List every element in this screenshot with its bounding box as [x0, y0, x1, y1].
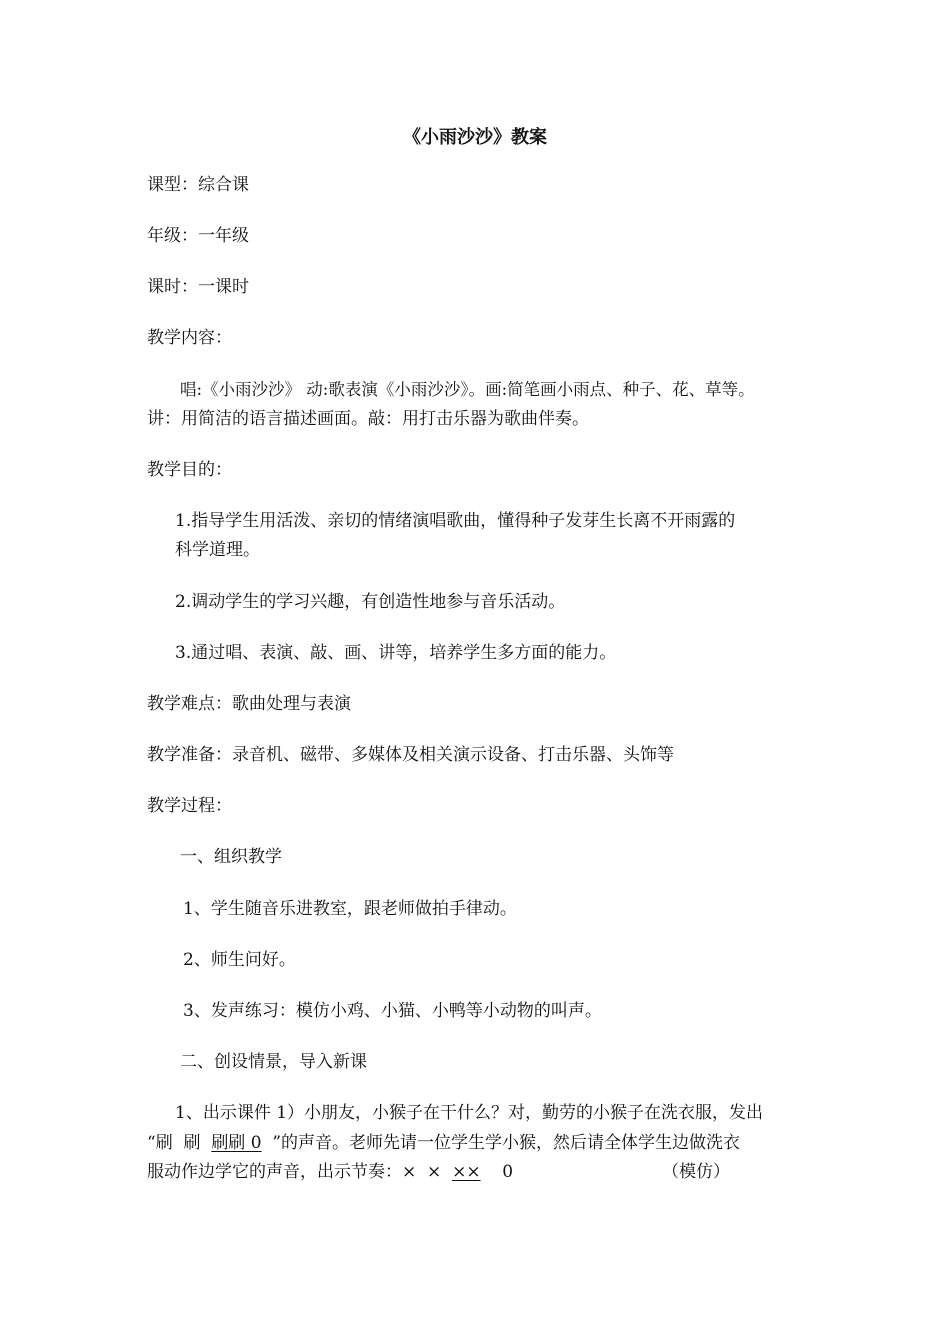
period: 课时：一课时	[147, 277, 249, 297]
intro-line-2	[147, 1131, 740, 1155]
section-1-heading: 一、组织教学	[180, 847, 282, 867]
step-3: 3、发声练习：模仿小鸡、小猫、小鸭等小动物的叫声。	[183, 1001, 602, 1021]
content-line-1: 唱:《小雨沙沙》 动:歌表演《小雨沙沙》。画:简笔画小雨点、种子、花、草等。	[180, 380, 755, 399]
rhythm-eighth-notes: ××	[452, 1162, 481, 1182]
content-heading: 教学内容：	[147, 328, 232, 348]
grade: 年级：一年级	[147, 226, 249, 246]
section-2-heading: 二、创设情景，导入新课	[180, 1052, 367, 1072]
goal-2: 2.调动学生的学习兴趣，有创造性地参与音乐活动。	[175, 592, 566, 612]
goal-1-line-1: 1.指导学生用活泼、亲切的情绪演唱歌曲，懂得种子发芽生长离不开雨露的	[175, 511, 736, 531]
intro-line-2-start: “刷 刷	[147, 1133, 212, 1153]
intro-line-2-end: ”的声音。老师先请一位学生学小猴，然后请全体学生边做洗衣	[261, 1133, 741, 1153]
goals-heading: 教学目的：	[147, 460, 232, 480]
goal-1-line-2: 科学道理。	[175, 540, 260, 560]
step-1: 1、学生随音乐进教室，跟老师做拍手律动。	[183, 899, 517, 919]
intro-line-3-start: 服动作边学它的声音，出示节奏：× ×	[147, 1162, 453, 1182]
teaching-preparation: 教学准备：录音机、磁带、多媒体及相关演示设备、打击乐器、头饰等	[147, 745, 674, 765]
teaching-difficulty: 教学难点：歌曲处理与表演	[147, 694, 351, 714]
document-title: 《小雨沙沙》教案	[403, 127, 547, 148]
process-heading: 教学过程：	[147, 796, 232, 816]
rhythm-rest: 0	[480, 1162, 514, 1182]
intro-line-3	[147, 1160, 513, 1184]
imitation-note: （模仿）	[662, 1162, 730, 1182]
lesson-type: 课型：综合课	[147, 175, 249, 195]
intro-line-1: 1、出示课件 1）小朋友，小猴子在干什么？对，勤劳的小猴子在洗衣服，发出	[175, 1103, 764, 1123]
step-2: 2、师生问好。	[183, 950, 296, 970]
goal-3: 3.通过唱、表演、敲、画、讲等，培养学生多方面的能力。	[175, 643, 617, 663]
content-line-2: 讲：用简洁的语言描述画面。敲：用打击乐器为歌曲伴奏。	[147, 409, 589, 429]
rhythm-underlined: 刷刷 0	[211, 1133, 262, 1153]
